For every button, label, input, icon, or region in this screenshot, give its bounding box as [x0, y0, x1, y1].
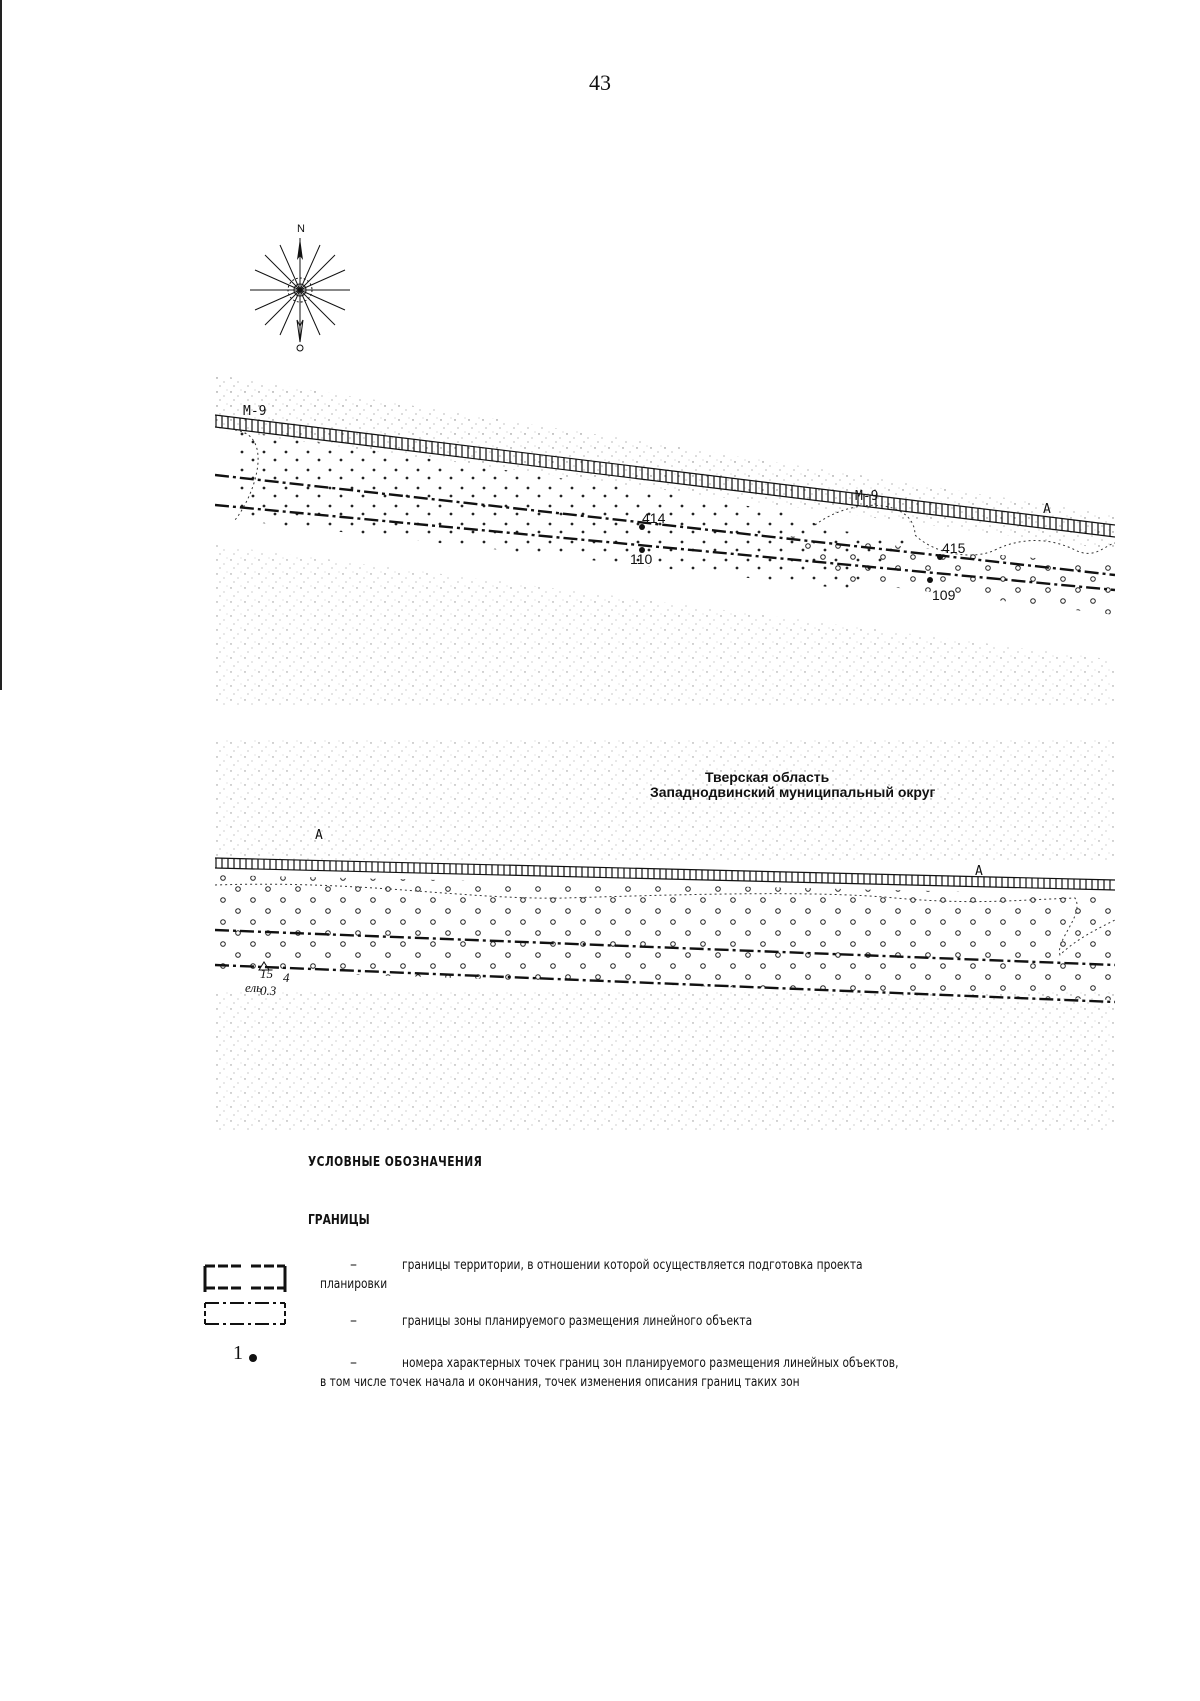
legend-dash-2: –	[350, 1313, 357, 1329]
legend-text-3-line2: в том числе точек начала и окончания, точек изменения описания границ таких зон	[320, 1375, 800, 1390]
land-label-a: А	[1043, 502, 1051, 517]
point-109-marker	[927, 577, 933, 583]
legend-section-title: ГРАНИЦЫ	[308, 1213, 370, 1228]
legend-text-2-line1: границы зоны планируемого размещения линейного объекта	[402, 1314, 753, 1329]
point-415-label: 415	[942, 540, 966, 556]
legend-dash-1: –	[350, 1257, 357, 1273]
road-label-m9-left: М-9	[243, 404, 267, 419]
page-number: 43	[589, 70, 611, 95]
legend-text-1-line2: планировки	[320, 1277, 388, 1292]
tree-label: ель	[245, 980, 263, 995]
point-109-label: 109	[932, 587, 956, 603]
tree-diameter: 0.3	[260, 983, 277, 998]
north-letter: N	[297, 223, 305, 235]
land-label-a-left: А	[315, 828, 323, 843]
point-number-symbol: 1	[233, 1342, 243, 1364]
page-left-edge	[0, 0, 2, 690]
zone-boundary-symbol	[203, 1300, 293, 1335]
legend-title: УСЛОВНЫЕ ОБОЗНАЧЕНИЯ	[308, 1155, 483, 1170]
legend-text-3-line1: номера характерных точек границ зон планируемого размещения линейных объектов,	[402, 1356, 899, 1371]
compass-rose-icon	[245, 220, 355, 360]
map-fragment-2	[215, 740, 1115, 1130]
road-label-m9-right: М-9	[855, 489, 879, 504]
upper-stipple-area	[215, 740, 1115, 860]
legend-dash-3: –	[350, 1355, 357, 1371]
map-fragment-1	[215, 375, 1115, 705]
legend-text-1-line1: границы территории, в отношении которой осуществляется подготовка проекта	[402, 1258, 863, 1273]
region-label: Тверская область	[705, 769, 830, 785]
lower-stipple-area	[215, 990, 1115, 1130]
point-110-label: 110	[630, 551, 653, 567]
point-414-label: 414	[642, 510, 666, 526]
tree-spacing: 4	[283, 970, 290, 985]
district-label: Западнодвинский муниципальный округ	[650, 784, 936, 800]
ring-zone	[215, 875, 1115, 1000]
land-label-a-right: А	[975, 864, 983, 879]
tree-height: 15	[260, 966, 273, 981]
point-dot-icon	[249, 1354, 257, 1362]
